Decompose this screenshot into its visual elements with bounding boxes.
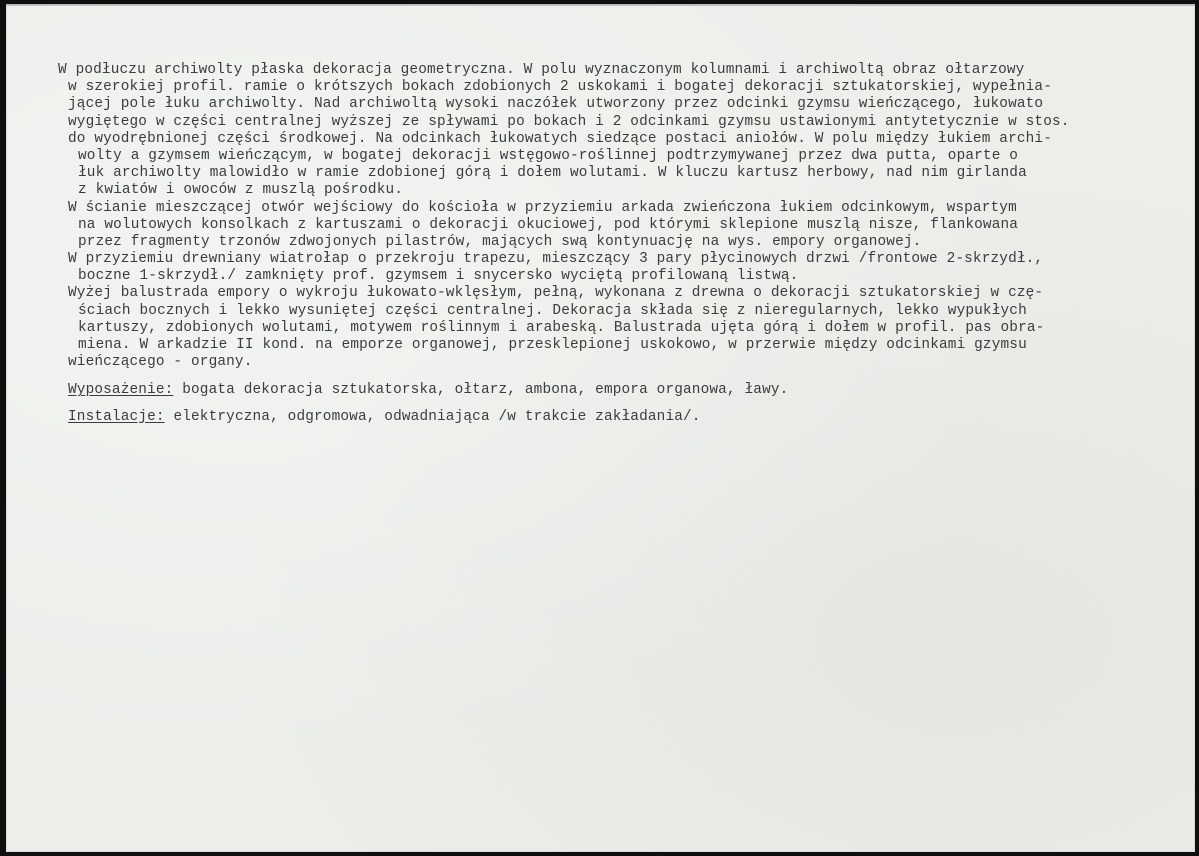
typed-text-block: [58, 62, 1186, 435]
installations-row: [68, 409, 1186, 426]
text-line: wolty a gzymsem wieńczącym, w bogatej dekoracji wstęgowo-roślinnej podtrzymywanej przez dwa putta, oparte o: [78, 147, 1019, 164]
text-line: w szerokiej profil. ramie o krótszych bokach zdobionych 2 uskokami i bogatej dekoracji sztukatorskiej, wypełnia-: [68, 79, 1053, 96]
text-line: łuk archiwolty malowidło w ramie zdobionej górą i dołem wolutami. W kluczu kartusz herbowy, nad nim girlanda: [78, 165, 1027, 182]
text-line: W podłuczu archiwolty płaska dekoracja geometryczna. W polu wyznaczonym kolumnami i archiwoltą obraz ołtarzowy: [58, 62, 1025, 78]
installations-value: elektryczna, odgromowa, odwadniająca /w trakcie zakładania/.: [164, 408, 701, 425]
text-line: kartuszy, zdobionych wolutami, motywem roślinnym i arabeską. Balustrada ujęta górą i dołem w profil. pas obra-: [78, 319, 1045, 336]
text-line: Wyżej balustrada empory o wykroju łukowato-wklęsłym, pełną, wykonana z drewna o dekoracji sztukatorskiej w czę-: [68, 285, 1044, 302]
text-line: W ścianie mieszczącej otwór wejściowy do kościoła w przyziemiu arkada zwieńczona łukiem odcinkowym, wspartym: [68, 199, 1017, 216]
card-top-edge: [6, 4, 1195, 6]
equipment-label: Wyposażenie:: [68, 382, 174, 399]
equipment-value: bogata dekoracja sztukatorska, ołtarz, ambona, empora organowa, ławy.: [173, 382, 789, 399]
text-line: W przyziemiu drewniany wiatrołap o przekroju trapezu, mieszczący 3 pary płycinowych drzwi /frontowe 2-skrzydł.,: [68, 251, 1044, 268]
index-card: [6, 4, 1195, 852]
text-line: miena. W arkadzie II kond. na emporze organowej, przesklepionej uskokowo, w przerwie między odcinkami gzymsu: [78, 337, 1027, 353]
installations-label: Instalacje:: [68, 408, 165, 425]
text-line: wieńczącego - organy.: [68, 354, 253, 371]
text-line: jącej pole łuku archiwolty. Nad archiwoltą wysoki naczółek utworzony przez odcinki gzymsu wieńczącego, łukowato: [68, 96, 1044, 113]
text-line: na wolutowych konsolkach z kartuszami o dekoracji okuciowej, pod którymi sklepione muszlą nisze, flankowana: [78, 216, 1019, 233]
text-line: przez fragmenty trzonów zdwojonych pilastrów, mających swą kontynuację na wys. empory organowej.: [78, 233, 922, 250]
text-line: ściach bocznych i lekko wysuniętej części centralnej. Dekoracja składa się z nieregularnych, lekko wypukłych: [78, 302, 1027, 319]
section-gap: [58, 371, 1186, 382]
text-line: z kwiatów i owoców z muszlą pośrodku.: [78, 182, 404, 199]
equipment-row: [68, 382, 1186, 399]
text-line: boczne 1-skrzydł./ zamknięty prof. gzymsem i snycersko wyciętą profilowaną listwą.: [78, 268, 799, 285]
text-line: wygiętego w części centralnej wyższej ze spływami po bokach i 2 odcinkami gzymsu ustawionymi antytetycznie w stos.: [68, 113, 1070, 130]
text-line: do wyodrębnionej części środkowej. Na odcinkach łukowatych siedzące postaci aniołów. W polu między łukiem archi-: [68, 130, 1053, 147]
